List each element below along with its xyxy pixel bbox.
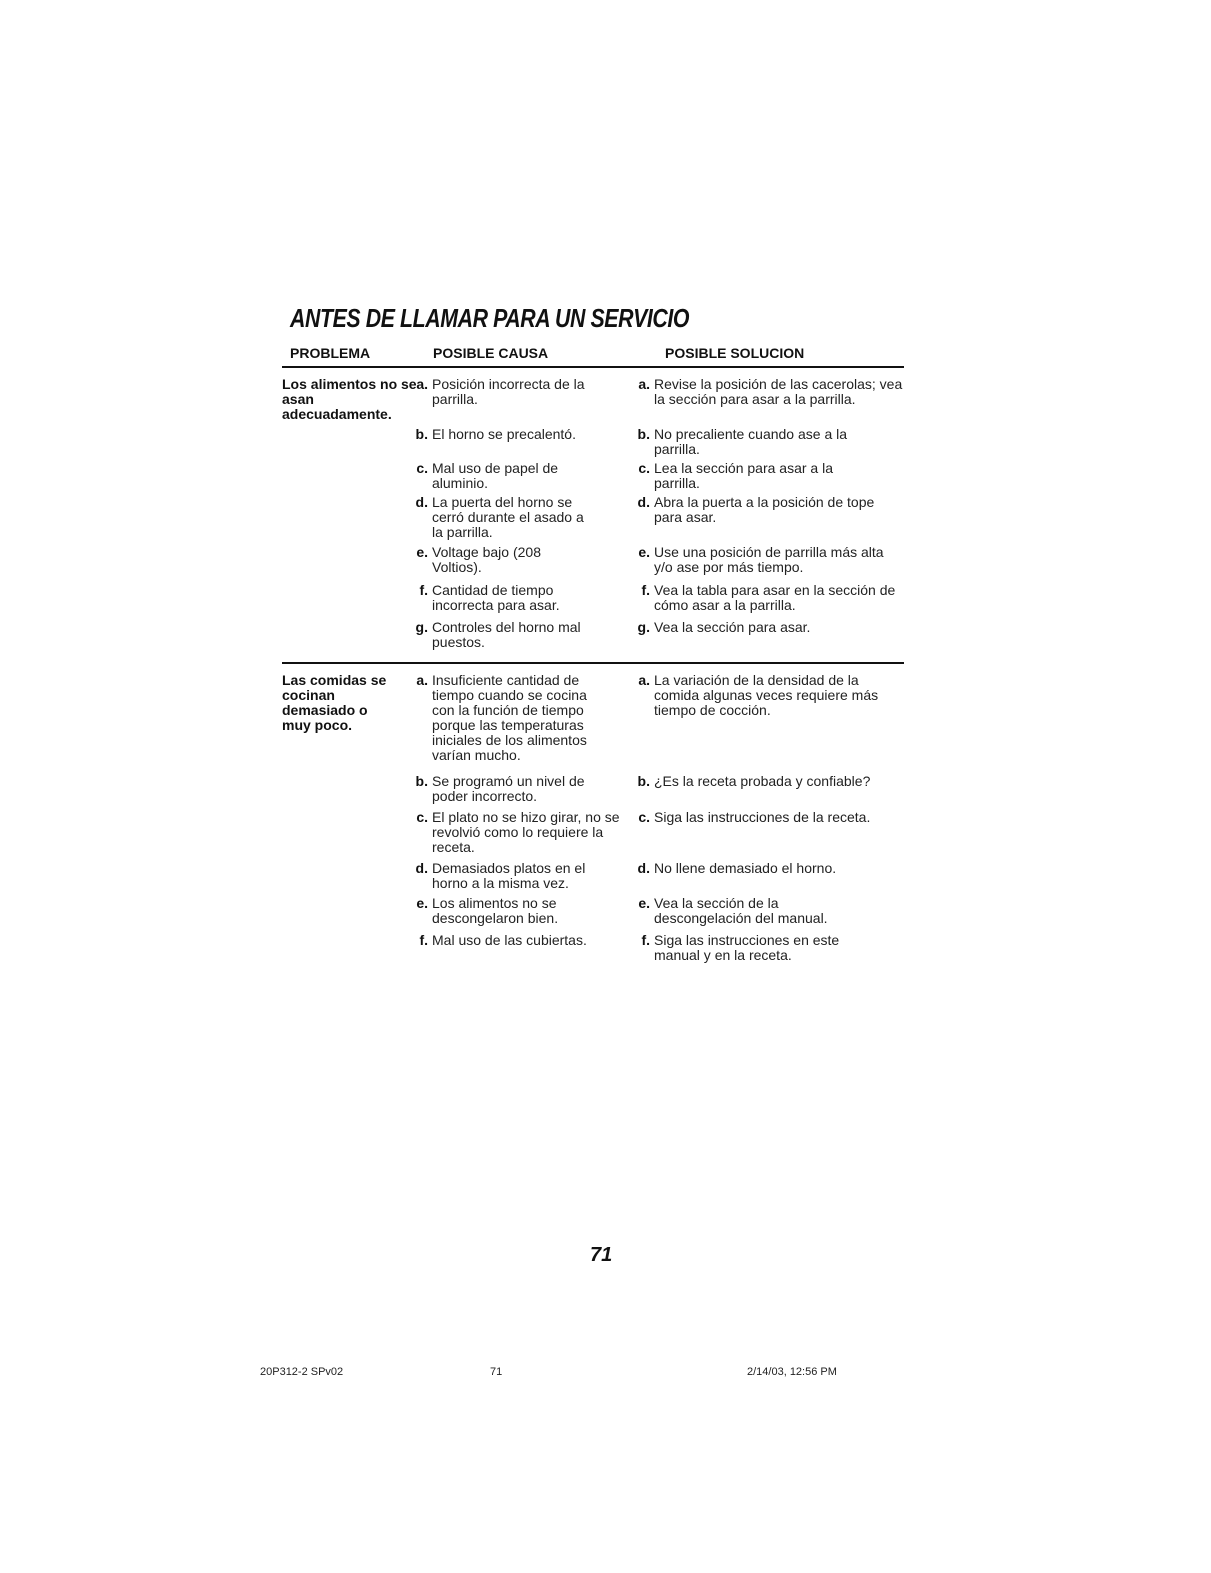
cause-item <box>419 932 632 948</box>
solution-item <box>637 773 904 789</box>
solution-text: Siga las instrucciones de la receta. <box>654 809 871 825</box>
solution-item <box>637 860 904 876</box>
solution-text: Revise la posición de las cacerolas; vea la sección para asar a la parrilla. <box>654 376 903 407</box>
footer-page: 71 <box>490 1366 503 1378</box>
solution-item <box>637 619 904 635</box>
column-header-cause: POSIBLE CAUSA <box>433 345 549 361</box>
cause-text: Controles del horno mal puestos. <box>432 619 581 650</box>
item-letter: e. <box>638 895 650 911</box>
solution-text: Use una posición de parrilla más alta y/o ase por más tiempo. <box>654 544 884 575</box>
cause-text: Mal uso de las cubiertas. <box>432 932 587 948</box>
solution-item <box>638 544 904 575</box>
solution-text: ¿Es la receta probada y confiable? <box>654 773 871 789</box>
footer-date: 2/14/03, 12:56 PM <box>747 1366 837 1378</box>
item-letter: f. <box>419 932 428 948</box>
item-letter: e. <box>416 544 428 560</box>
page-title: ANTES DE LLAMAR PARA UN SERVICIO <box>290 303 690 333</box>
item-letter: c. <box>638 460 650 476</box>
solution-item <box>638 460 904 491</box>
header-rule <box>282 366 904 368</box>
item-letter: e. <box>638 544 650 560</box>
item-letter: g. <box>637 619 650 635</box>
cause-item <box>416 544 632 575</box>
solution-item <box>638 895 904 926</box>
item-letter: g. <box>415 619 428 635</box>
cause-text: Demasiados platos en el horno a la misma vez. <box>432 860 586 891</box>
solution-item <box>638 376 904 407</box>
footer-code: 20P312-2 SPv02 <box>260 1366 344 1378</box>
solution-text: Vea la sección para asar. <box>654 619 811 635</box>
cause-text: Posición incorrecta de la parrilla. <box>432 376 585 407</box>
solution-item <box>641 582 904 613</box>
solution-text: Lea la sección para asar a la parrilla. <box>654 460 833 491</box>
page-number: 71 <box>590 1244 613 1266</box>
problem-label: Las comidas se cocinan demasiado o muy poco. <box>282 672 387 733</box>
item-letter: d. <box>637 860 650 876</box>
cause-item <box>416 672 632 763</box>
cause-text: Voltage bajo (208 Voltios). <box>432 544 541 575</box>
problem-label: Los alimentos no se asan adecuadamente. <box>282 376 417 422</box>
item-letter: c. <box>416 460 428 476</box>
item-letter: b. <box>637 426 650 442</box>
cause-text: Cantidad de tiempo incorrecta para asar. <box>432 582 560 613</box>
item-letter: a. <box>416 376 428 392</box>
cause-item <box>416 376 632 407</box>
cause-item <box>415 860 632 891</box>
item-letter: b. <box>415 426 428 442</box>
cause-text: Los alimentos no se descongelaron bien. <box>432 895 559 926</box>
item-letter: c. <box>416 809 428 825</box>
item-letter: e. <box>416 895 428 911</box>
item-letter: b. <box>637 773 650 789</box>
cause-item <box>415 426 632 442</box>
solution-item <box>641 932 904 963</box>
item-letter: d. <box>415 494 428 510</box>
item-letter: f. <box>641 932 650 948</box>
solution-item <box>638 809 904 825</box>
item-letter: d. <box>637 494 650 510</box>
solution-text: No llene demasiado el horno. <box>654 860 837 876</box>
cause-item <box>416 460 632 491</box>
cause-text: El horno se precalentó. <box>432 426 576 442</box>
solution-text: No precaliente cuando ase a la parrilla. <box>654 426 848 457</box>
cause-text: El plato no se hizo girar, no se revolvió como lo requiere la receta. <box>432 809 620 855</box>
item-letter: d. <box>415 860 428 876</box>
item-letter: a. <box>416 672 428 688</box>
cause-item <box>419 582 632 613</box>
solution-text: Vea la sección de la descongelación del manual. <box>654 895 828 926</box>
item-letter: a. <box>638 376 650 392</box>
cause-text: Se programó un nivel de poder incorrecto. <box>432 773 585 804</box>
column-header-problem: PROBLEMA <box>290 345 371 361</box>
solution-item <box>638 672 904 718</box>
cause-item <box>416 809 632 855</box>
cause-item <box>415 773 632 804</box>
solution-text: Vea la tabla para asar en la sección de cómo asar a la parrilla. <box>654 582 896 613</box>
solution-item <box>637 494 904 525</box>
item-letter: f. <box>641 582 650 598</box>
section-rule <box>282 662 904 664</box>
solution-text: Siga las instrucciones en este manual y en la receta. <box>654 932 840 963</box>
cause-text: Insuficiente cantidad de tiempo cuando se cocina con la función de tiempo porque las temperaturas iniciales de los alimentos varían mucho. <box>432 672 587 763</box>
item-letter: b. <box>415 773 428 789</box>
cause-text: Mal uso de papel de aluminio. <box>432 460 559 491</box>
cause-text: La puerta del horno se cerró durante el asado a la parrilla. <box>432 494 584 540</box>
cause-item <box>415 619 632 650</box>
cause-item <box>416 895 632 926</box>
item-letter: f. <box>419 582 428 598</box>
solution-text: Abra la puerta a la posición de tope para asar. <box>654 494 875 525</box>
solution-item <box>637 426 904 457</box>
cause-item <box>415 494 632 540</box>
column-header-solution: POSIBLE SOLUCION <box>665 345 805 361</box>
item-letter: a. <box>638 672 650 688</box>
solution-text: La variación de la densidad de la comida algunas veces requiere más tiempo de cocción. <box>654 672 879 718</box>
item-letter: c. <box>638 809 650 825</box>
